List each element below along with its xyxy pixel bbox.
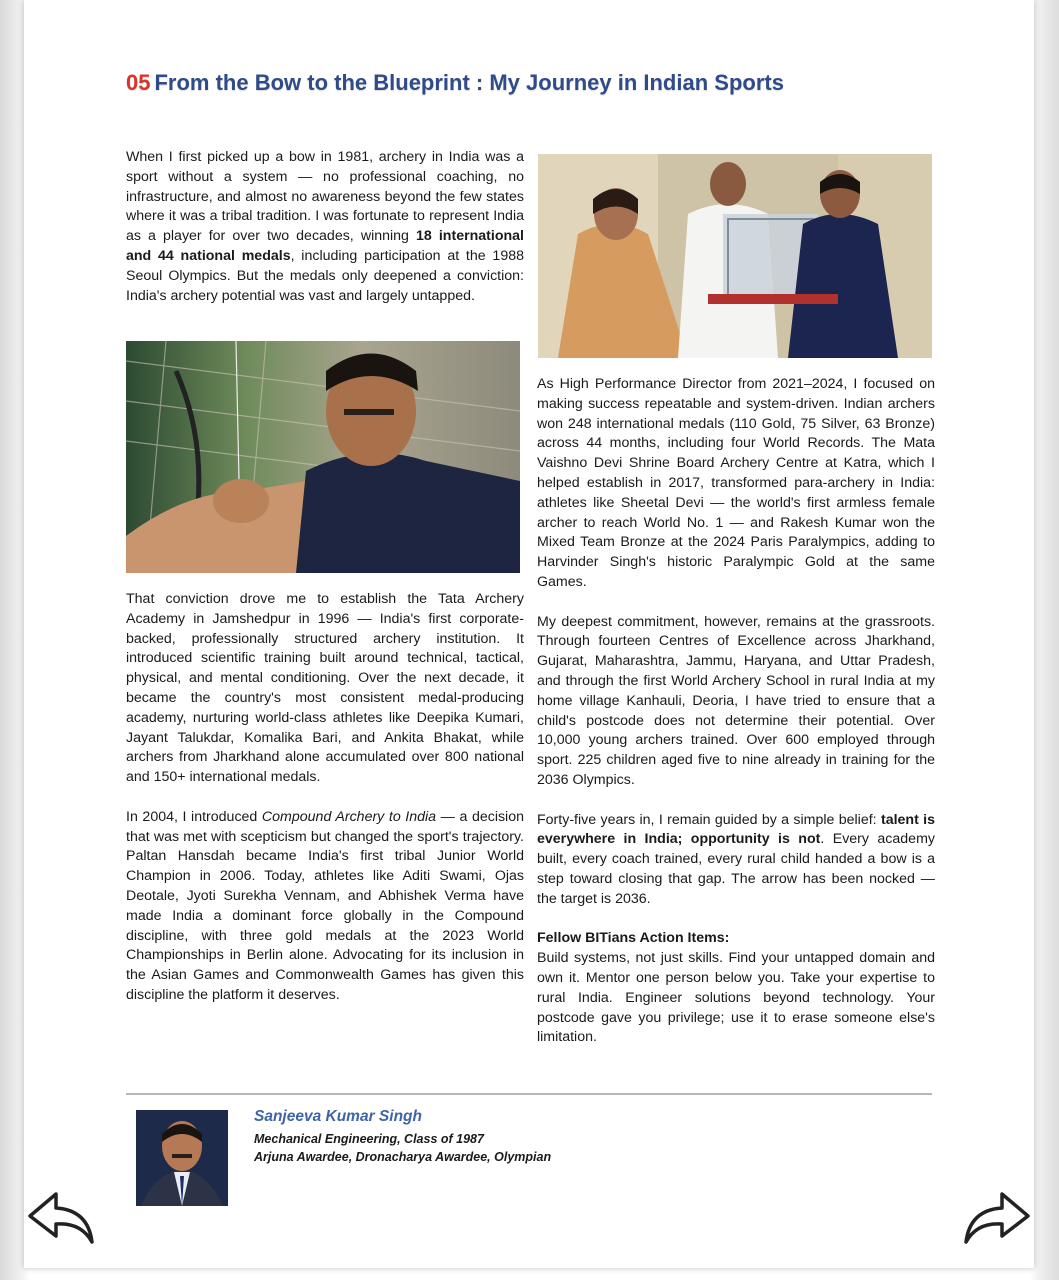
left-column-body (126, 590, 524, 1026)
magazine-page (24, 0, 1034, 1268)
bold-belief: talent is everywhere in India; opportunity is not (537, 811, 935, 848)
author-name: Sanjeeva Kumar Singh (254, 1108, 422, 1125)
text-span: Forty-five years in, I remain guided by a simple belief: (537, 811, 881, 828)
italic-compound: Compound Archery to India (261, 808, 437, 825)
article-title (126, 70, 784, 96)
left-column-intro (126, 148, 524, 326)
paragraph-grassroots: My deepest commitment, however, remains at the grassroots. Through fourteen Centres of Excellence across Jharkhand, Gujarat, Maharashtra, Jammu, Haryana, and Uttar Pradesh, and through the first World Archery School in rural India at my home village Kanhauli, Deoria, I have tried to ensure that a child's postcode does not determine their potential. Over 10,000 young archers trained. Over 600 employed through sport. 225 children aged five to nine already in training for the 2036 Olympics. (537, 613, 935, 788)
bold-medals: 18 international and 44 national medals (126, 228, 524, 264)
paragraph-intro (126, 148, 524, 306)
text-span: In 2004, I introduced (126, 808, 262, 825)
action-items-heading: Fellow BITians Action Items: (537, 930, 730, 947)
action-items (537, 929, 935, 1048)
back-arrow-icon[interactable] (26, 1186, 96, 1246)
author-avatar (136, 1110, 228, 1206)
paragraph-academy: That conviction drove me to establish the Tata Archery Academy in Jamshedpur in 1996 — India's first corporate-backed, professionally structured archery institution. It introduced scientific training built around technical, tactical, physical, and mental conditioning. Over the next decade, it became the country's most consistent medal-producing academy, nurturing world-class athletes like Deepika Kumari, Jayant Talukdar, Komalika Bari, and Ankita Bhakat, while archers from Jharkhand alone accumulated over 800 national and 150+ international medals. (126, 591, 524, 786)
article-number: 05 (126, 70, 151, 95)
paragraph-hpd: As High Performance Director from 2021–2024, I focused on making success repeatable and system-driven. Indian archers won 248 international medals (110 Gold, 75 Silver, 63 Bronze) across 44 months, including four World Records. The Mata Vaishno Devi Shrine Board Archery Centre at Katra, which I helped establish in 2017, transformed para-archery in India: athletes like Sheetal Devi — the world's first armless female archer to reach World No. 1 — and Rakesh Kumar won the Mixed Team Bronze at the 2024 Paris Paralympics, adding to Harvinder Singh's historic Paralympic Gold at the same Games. (537, 376, 935, 590)
archer-photo (126, 341, 520, 573)
award-ceremony-photo (538, 154, 932, 358)
article-title-text: From the Bow to the Blueprint : My Journey in Indian Sports (154, 70, 784, 95)
author-degree: Mechanical Engineering, Class of 1987 (254, 1132, 484, 1146)
action-items-text: Build systems, not just skills. Find your untapped domain and own it. Mentor one person below you. Take your expertise to rural India. Engineer solutions beyond technology. Your postcode gave you privilege; use it to erase someone else's limitation. (537, 950, 935, 1046)
author-honours: Arjuna Awardee, Dronacharya Awardee, Olympian (254, 1150, 552, 1164)
paragraph-belief (537, 811, 935, 910)
text-span: — a decision that was met with scepticism but changed the sport's trajectory. Paltan Hansdah became India's first tribal Junior World Champion in 2006. Today, athletes like Aditi Swami, Ojas Deotale, Jyoti Surekha Vennam, and Abhishek Verma have made India a dominant force globally in the Compound discipline, with three gold medals at the 2023 World Championships in Berlin alone. Advocating for its inclusion in the Asian Games and Commonwealth Games has given this discipline the platform it deserves. (126, 808, 524, 1003)
text-span: When I first picked up a bow in 1981, archery in India was a sport without a system — no professional coaching, no infrastructure, and almost no awareness beyond the few states where it was a tribal tradition. I was fortunate to represent India as a player for over two decades, winning (126, 149, 524, 245)
text-span: . Every academy built, every coach trained, every rural child handed a bow is a step toward closing that gap. The arrow has been nocked — the target is 2036. (537, 831, 935, 907)
text-span: , including participation at the 1988 Seoul Olympics. But the medals only deepened a conviction: India's archery potential was vast and largely untapped. (126, 247, 524, 304)
paragraph-compound (126, 808, 524, 1006)
divider (126, 1093, 932, 1095)
right-column-body (537, 375, 935, 1048)
forward-arrow-icon[interactable] (962, 1186, 1032, 1246)
